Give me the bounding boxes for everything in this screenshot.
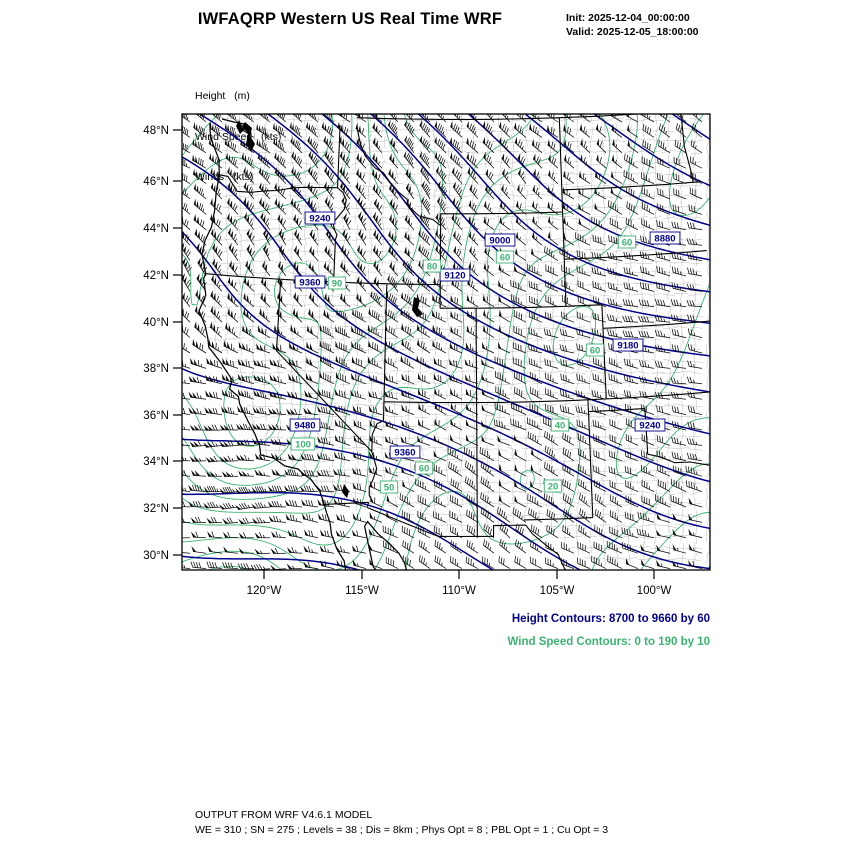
wind-speed-contour-label: 40 — [554, 420, 566, 432]
wind-speed-contour-label: 80 — [426, 261, 438, 273]
wind-speed-contour-label: 60 — [499, 252, 511, 264]
height-contour-label: 9480 — [294, 420, 316, 432]
page-title: IWFAQRP Western US Real Time WRF — [197, 10, 503, 28]
init-time: Init: 2025-12-04_00:00:00 — [566, 12, 690, 24]
lon-tick-label: 115°W — [345, 585, 379, 597]
lat-tick-label: 42°N — [143, 270, 169, 282]
lat-tick-label: 30°N — [143, 550, 169, 562]
contour-legend — [508, 608, 710, 654]
wind-speed-contour-label: 90 — [331, 278, 343, 290]
wind-speed-contour-label: 60 — [589, 345, 601, 357]
lon-tick-label: 105°W — [539, 585, 575, 597]
field-units-windspeed: Wind Speed (kts) — [195, 130, 282, 143]
model-info-line1: OUTPUT FROM WRF V4.6.1 MODEL — [195, 809, 373, 821]
wind-speed-contour-label: 60 — [621, 237, 633, 249]
height-contour-label: 9360 — [299, 277, 321, 289]
lat-tick-label: 44°N — [143, 223, 169, 235]
height-contour-label: 9360 — [394, 447, 416, 459]
lon-tick-label: 100°W — [636, 585, 672, 597]
height-contour-label: 9240 — [639, 420, 661, 432]
model-info-line2: WE = 310 ; SN = 275 ; Levels = 38 ; Dis = 8km ; Phys Opt = 8 ; PBL Opt = 1 ; Cu Opt = 3 — [195, 824, 609, 836]
valid-time: Valid: 2025-12-05_18:00:00 — [566, 26, 699, 38]
lat-tick-label: 36°N — [143, 410, 169, 422]
field-units-height: Height (m) — [195, 90, 250, 102]
lat-tick-label: 34°N — [143, 456, 169, 468]
wind-contour-legend: Wind Speed Contours: 0 to 190 by 10 — [507, 636, 710, 648]
model-info-footer — [195, 808, 608, 838]
strait-juan-de-fuca — [222, 119, 244, 124]
height-contour-label: 9240 — [309, 213, 331, 225]
height-contour-label: 8880 — [654, 233, 676, 245]
wind-speed-contour-label: 100 — [295, 439, 311, 451]
lon-tick-label: 110°W — [442, 585, 476, 597]
height-contour-label: 9120 — [444, 270, 466, 282]
lat-tick-label: 46°N — [143, 176, 169, 188]
lon-tick-label: 120°W — [246, 585, 282, 597]
lat-tick-label: 48°N — [143, 125, 169, 137]
wind-speed-contour-label: 20 — [547, 481, 559, 493]
lat-tick-label: 32°N — [143, 503, 169, 515]
wind-barb-pennants — [172, 105, 693, 570]
lat-tick-label: 40°N — [143, 317, 169, 329]
height-contour-label: 9000 — [489, 235, 511, 247]
lat-tick-label: 38°N — [143, 363, 169, 375]
wind-speed-contour-label: 60 — [418, 463, 430, 475]
field-units-winds: Winds (kts) — [195, 171, 254, 183]
height-contour-label: 9180 — [617, 340, 639, 352]
wind-speed-contour-label: 50 — [383, 482, 395, 494]
height-contour-legend: Height Contours: 8700 to 9660 by 60 — [511, 613, 710, 625]
